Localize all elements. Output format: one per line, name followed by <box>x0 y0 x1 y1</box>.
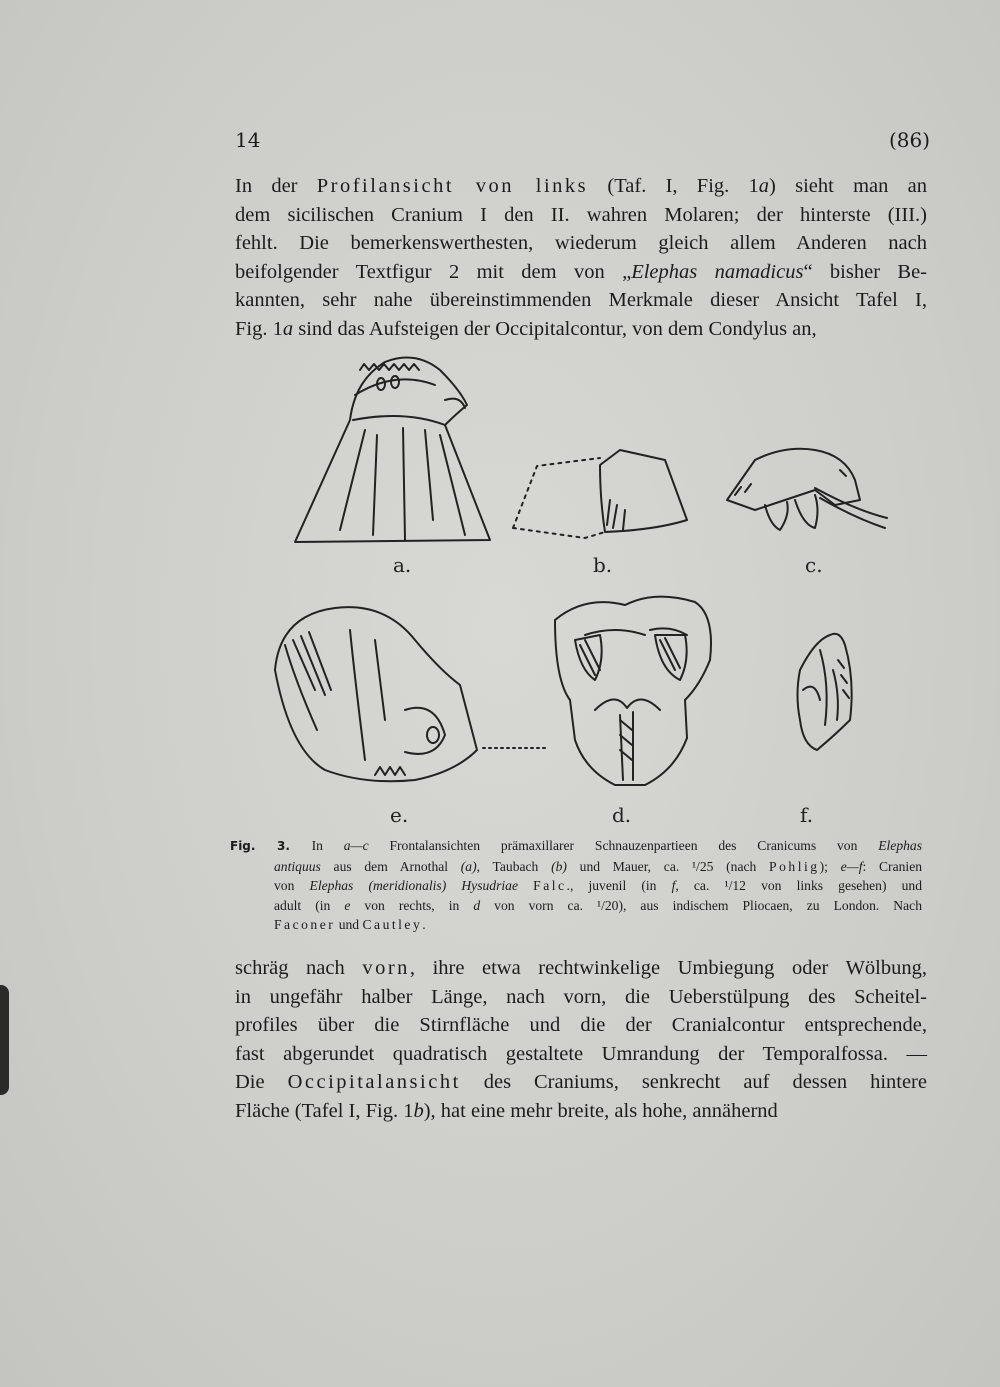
text-run: aus dem Arnothal <box>320 858 461 874</box>
spaced-run: Pohlig <box>769 858 820 874</box>
label-a: a. <box>393 553 412 577</box>
drawing-c <box>727 449 887 530</box>
text-run: schräg nach <box>235 957 363 979</box>
spaced-run: Profilansicht von links <box>316 175 589 197</box>
text-run: und <box>335 917 363 932</box>
drawing-a <box>295 358 490 543</box>
text-run: ., juvenil (in <box>566 878 672 893</box>
text-line <box>235 1097 927 1126</box>
spaced-run: Falc <box>533 878 567 893</box>
drawing-b <box>513 450 687 538</box>
text-run: fast abgerundet quadratisch gestaltete Umrandung der Temporalfossa. — <box>235 1042 927 1065</box>
text-run: Fig. 1 <box>235 317 283 340</box>
label-d: d. <box>612 803 632 827</box>
italic-run: (b) <box>551 858 567 874</box>
text-line <box>235 201 927 230</box>
italic-run: d <box>473 897 481 913</box>
italic-run: Elephas (meridionalis) Hysudriae <box>309 878 518 893</box>
italic-run: a <box>282 317 294 340</box>
paragraph-bottom <box>235 954 927 1126</box>
text-run: (Taf. I, Fig. 1 <box>588 175 759 197</box>
text-run: Fläche (Tafel I, Fig. 1 <box>235 1099 414 1122</box>
text-run: ) sieht man an <box>769 175 927 197</box>
text-run: von rechts, in <box>350 897 474 913</box>
text-line <box>235 954 927 983</box>
figure-3-drawings <box>255 340 915 835</box>
drawing-e <box>275 607 477 781</box>
text-run: des Craniums, senkrecht auf dessen hintere <box>460 1071 927 1094</box>
drawing-f <box>798 634 852 750</box>
text-run: In <box>311 838 344 853</box>
text-run: Frontalansichten prämaxillarer Schnauzenpartieen des Cranicums von <box>368 838 879 853</box>
figure-3 <box>255 340 915 835</box>
text-run: , Taubach <box>476 858 552 874</box>
figure-label: Fig. 3. <box>230 839 312 853</box>
italic-run: b <box>413 1099 424 1122</box>
italic-run: Elephas <box>878 838 922 853</box>
text-run: beifolgender Textfigur 2 mit dem von „ <box>235 260 632 283</box>
italic-run: antiquus <box>274 858 321 874</box>
text-run: , ca. ¹/12 von links gesehen) und <box>675 878 922 893</box>
italic-run: e—f <box>840 858 863 874</box>
spaced-run: Occipitalansicht <box>287 1071 461 1094</box>
text-run: ); <box>819 858 841 874</box>
label-f: f. <box>800 803 814 827</box>
spaced-run: vorn <box>362 957 410 979</box>
label-c: c. <box>805 553 823 577</box>
italic-run: (a) <box>460 858 477 874</box>
text-line <box>230 915 922 935</box>
text-line <box>235 172 927 201</box>
text-run: von <box>274 878 310 893</box>
text-line <box>235 258 927 287</box>
text-run <box>518 878 533 893</box>
text-run: : Cranien <box>862 858 923 874</box>
text-run: . <box>422 917 426 932</box>
text-run: sind das Aufsteigen der Occipitalcontur, von dem Condylus an, <box>293 317 817 340</box>
label-e: e. <box>390 803 409 827</box>
drawing-d <box>555 597 711 785</box>
text-line <box>235 983 927 1012</box>
text-run: von vorn ca. ¹/20), aus indischem Pliocaen, zu London. Nach <box>480 897 922 913</box>
text-run: profiles über die Stirnfläche und die der Cranialcontur entsprechende, <box>235 1014 927 1037</box>
italic-run: Elephas namadicus <box>631 260 804 283</box>
spaced-run: Faconer <box>274 917 336 932</box>
text-line <box>230 836 922 857</box>
spaced-run: Cautley <box>362 917 423 932</box>
text-run: ), hat eine mehr breite, als hohe, annähernd <box>423 1099 778 1122</box>
text-run: adult (in <box>274 897 345 913</box>
text-line <box>235 286 927 315</box>
running-header <box>235 128 930 158</box>
italic-run: a—c <box>343 838 369 853</box>
page-number: 14 <box>235 128 261 152</box>
text-line <box>235 1011 927 1040</box>
section-page-number: (86) <box>888 128 930 152</box>
italic-run: f <box>671 878 676 893</box>
text-run: kannten, sehr nahe übereinstimmenden Merkmale dieser Ansicht Tafel I, <box>235 289 927 312</box>
text-line <box>230 857 922 877</box>
text-run: Die <box>235 1071 288 1094</box>
text-line <box>235 229 927 258</box>
text-run: In der <box>235 175 317 197</box>
italic-run: e <box>344 897 351 913</box>
binding-shadow <box>0 985 9 1095</box>
text-line <box>230 876 922 896</box>
text-run: fehlt. Die bemerkenswerthesten, wiederum gleich allem Anderen nach <box>235 232 927 255</box>
paragraph-top <box>235 172 927 344</box>
text-run: “ bisher Be- <box>803 260 928 283</box>
figure-caption <box>230 836 922 935</box>
text-line <box>235 1068 927 1097</box>
text-line <box>230 896 922 916</box>
italic-run: a <box>758 175 770 197</box>
text-line <box>235 1040 927 1069</box>
text-run: dem sicilischen Cranium I den II. wahren Molaren; der hinterste (III.) <box>235 203 927 226</box>
text-run: in ungefähr halber Länge, nach vorn, die Ueberstülpung des Scheitel- <box>235 985 927 1008</box>
text-run: , ihre etwa rechtwinkelige Umbiegung oder Wölbung, <box>409 957 927 979</box>
label-b: b. <box>593 553 613 577</box>
text-run: und Mauer, ca. ¹/25 (nach <box>566 858 770 874</box>
